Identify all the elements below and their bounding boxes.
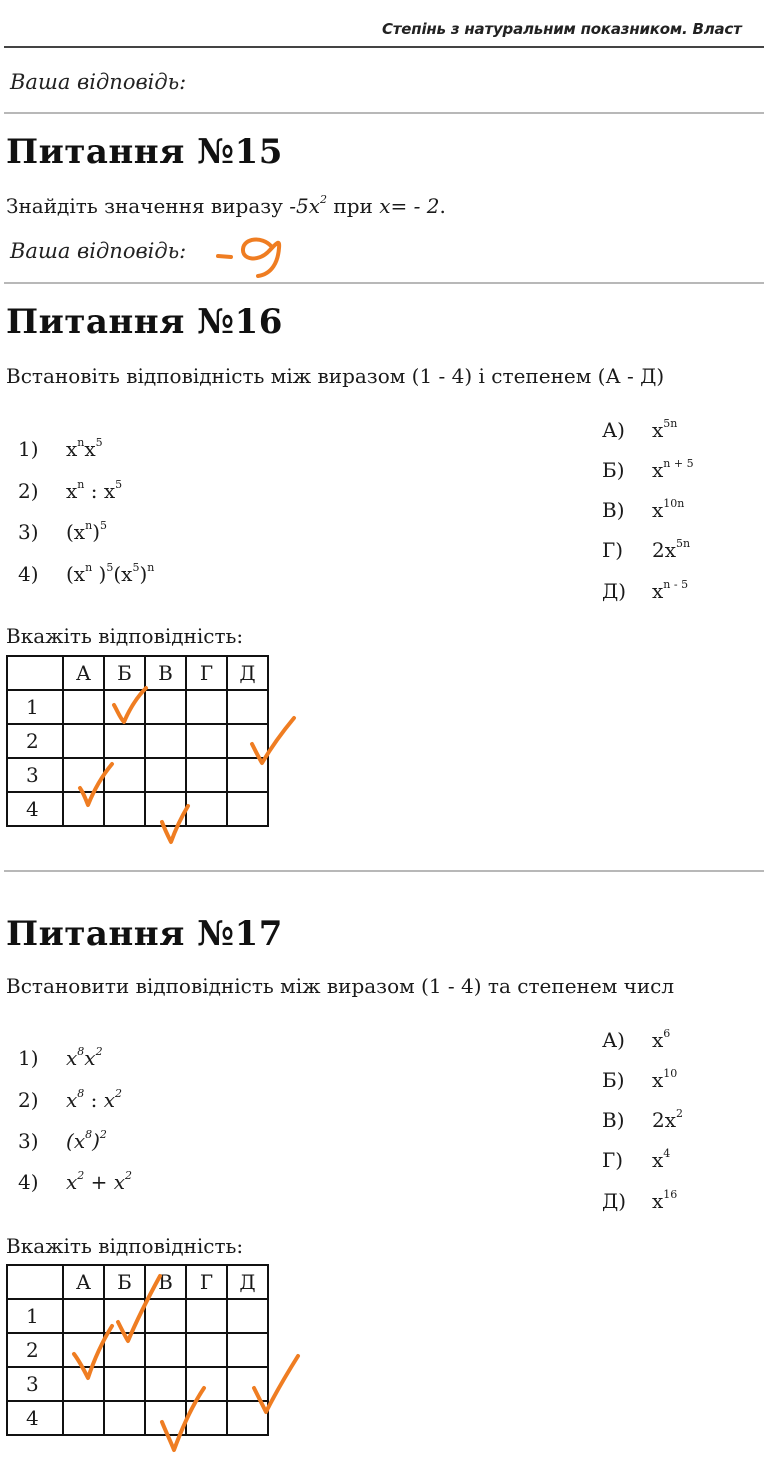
table-row (7, 792, 268, 826)
q15-expr: $-5x^2$ (289, 193, 328, 218)
handwritten-nine (243, 240, 279, 276)
grid-corner (7, 656, 63, 690)
option-item: А) $x^6$ (602, 1027, 671, 1052)
q16-grid-label: Вкажіть відповідність: (6, 624, 244, 648)
grid-cell[interactable] (63, 724, 104, 758)
grid-row-header: 1 (7, 1299, 63, 1333)
option-item: А) $x^{5n}$ (602, 417, 678, 442)
grid-cell[interactable] (227, 1401, 268, 1435)
list-item: 3) $(x^8)^2$ (18, 1128, 107, 1153)
option-item: Г) $2x^{5n}$ (602, 537, 691, 562)
grid-row-header: 4 (7, 792, 63, 826)
grid-cell[interactable] (145, 758, 186, 792)
grid-cell[interactable] (227, 758, 268, 792)
grid-col-header: Д (227, 1265, 268, 1299)
q15-answer-label: Ваша відповідь: (10, 239, 187, 263)
handwritten-answer-minus-nine (218, 240, 279, 276)
grid-col-header: Б (104, 656, 145, 690)
table-row (7, 1299, 268, 1333)
grid-cell[interactable] (63, 1299, 104, 1333)
grid-cell[interactable] (63, 1333, 104, 1367)
grid-col-header: В (145, 1265, 186, 1299)
q15-title: Питання №15 (6, 132, 283, 172)
grid-row-header: 3 (7, 758, 63, 792)
grid-cell[interactable] (227, 724, 268, 758)
grid-cell[interactable] (63, 758, 104, 792)
grid-cell[interactable] (145, 724, 186, 758)
grid-cell[interactable] (145, 792, 186, 826)
divider (4, 282, 764, 284)
grid-cell[interactable] (104, 690, 145, 724)
q17-title: Питання №17 (6, 914, 283, 954)
grid-row-header: 1 (7, 690, 63, 724)
grid-col-header: Г (186, 1265, 227, 1299)
table-row (7, 690, 268, 724)
grid-cell[interactable] (63, 792, 104, 826)
q16-answer-grid (6, 655, 269, 827)
q15-text-middle: при (327, 194, 380, 218)
grid-col-header: Б (104, 1265, 145, 1299)
list-item: 1) $x^8x^2$ (18, 1045, 103, 1070)
option-item: Г) $x^4$ (602, 1147, 671, 1172)
grid-cell[interactable] (104, 1367, 145, 1401)
grid-cell[interactable] (104, 724, 145, 758)
grid-cell[interactable] (186, 1299, 227, 1333)
grid-cell[interactable] (186, 1367, 227, 1401)
table-row (7, 1367, 268, 1401)
grid-corner (7, 1265, 63, 1299)
grid-cell[interactable] (63, 1367, 104, 1401)
q16-text: Встановіть відповідність між виразом (1 - 4) і степенем (А - Д) (6, 364, 665, 388)
q17-text: Встановити відповідність між виразом (1 - 4) та степенем числ (6, 974, 675, 998)
divider (4, 112, 764, 114)
option-item: Б) $x^{10}$ (602, 1067, 678, 1092)
grid-cell[interactable] (186, 792, 227, 826)
grid-col-header: Г (186, 656, 227, 690)
grid-col-header: В (145, 656, 186, 690)
grid-cell[interactable] (104, 1299, 145, 1333)
grid-cell[interactable] (145, 1367, 186, 1401)
grid-cell[interactable] (227, 1333, 268, 1367)
grid-cell[interactable] (186, 690, 227, 724)
grid-col-header: А (63, 1265, 104, 1299)
q16-title: Питання №16 (6, 302, 283, 342)
grid-cell[interactable] (186, 1333, 227, 1367)
divider (4, 870, 764, 872)
option-item: В) $2x^2$ (602, 1107, 684, 1132)
grid-cell[interactable] (104, 1401, 145, 1435)
q17-answer-grid (6, 1264, 269, 1436)
grid-cell[interactable] (145, 1299, 186, 1333)
grid-col-header: А (63, 656, 104, 690)
grid-row-header: 4 (7, 1401, 63, 1435)
q14-answer-label: Ваша відповідь: (10, 70, 187, 94)
running-header: Степінь з натуральним показником. Власт (382, 20, 742, 38)
grid-row-header: 2 (7, 724, 63, 758)
list-item: 1) $x^nx^5$ (18, 436, 103, 461)
option-item: Д) $x^{n - 5}$ (602, 578, 689, 603)
handwritten-minus (218, 256, 231, 257)
q15-text: Знайдіть значення виразу $-5x^2$ при x= - 2. (6, 193, 446, 218)
grid-cell[interactable] (227, 690, 268, 724)
grid-cell[interactable] (104, 792, 145, 826)
table-row (7, 1333, 268, 1367)
grid-cell[interactable] (63, 1401, 104, 1435)
grid-cell[interactable] (227, 1367, 268, 1401)
list-item: 4) ($x^n$ )$^5(x^5)^n$ (18, 561, 155, 586)
grid-cell[interactable] (227, 792, 268, 826)
grid-row-header: 3 (7, 1367, 63, 1401)
option-item: Д) $x^{16}$ (602, 1188, 678, 1213)
grid-cell[interactable] (186, 1401, 227, 1435)
grid-cell[interactable] (104, 758, 145, 792)
grid-cell[interactable] (145, 690, 186, 724)
table-row (7, 758, 268, 792)
q15-var: x= - 2 (379, 194, 440, 218)
grid-cell[interactable] (145, 1333, 186, 1367)
list-item: 3) $(x^n)^5$ (18, 519, 107, 544)
q15-text-before: Знайдіть значення виразу (6, 194, 290, 218)
q17-grid-label: Вкажіть відповідність: (6, 1234, 244, 1258)
table-row (7, 724, 268, 758)
table-row (7, 1401, 268, 1435)
grid-cell[interactable] (63, 690, 104, 724)
grid-row-header: 2 (7, 1333, 63, 1367)
grid-cell[interactable] (186, 758, 227, 792)
list-item: 4) $x^2 + x^2$ (18, 1169, 133, 1194)
header-divider (4, 46, 764, 48)
option-item: Б) $x^{n + 5}$ (602, 457, 694, 482)
option-item: В) $x^{10n}$ (602, 497, 685, 522)
grid-cell[interactable] (227, 1299, 268, 1333)
grid-col-header: Д (227, 656, 268, 690)
list-item: 2) $x^n$ : $x^5$ (18, 478, 123, 503)
grid-cell[interactable] (186, 724, 227, 758)
list-item: 2) $x^8$ : $x^2$ (18, 1087, 123, 1112)
grid-cell[interactable] (145, 1401, 186, 1435)
grid-cell[interactable] (104, 1333, 145, 1367)
